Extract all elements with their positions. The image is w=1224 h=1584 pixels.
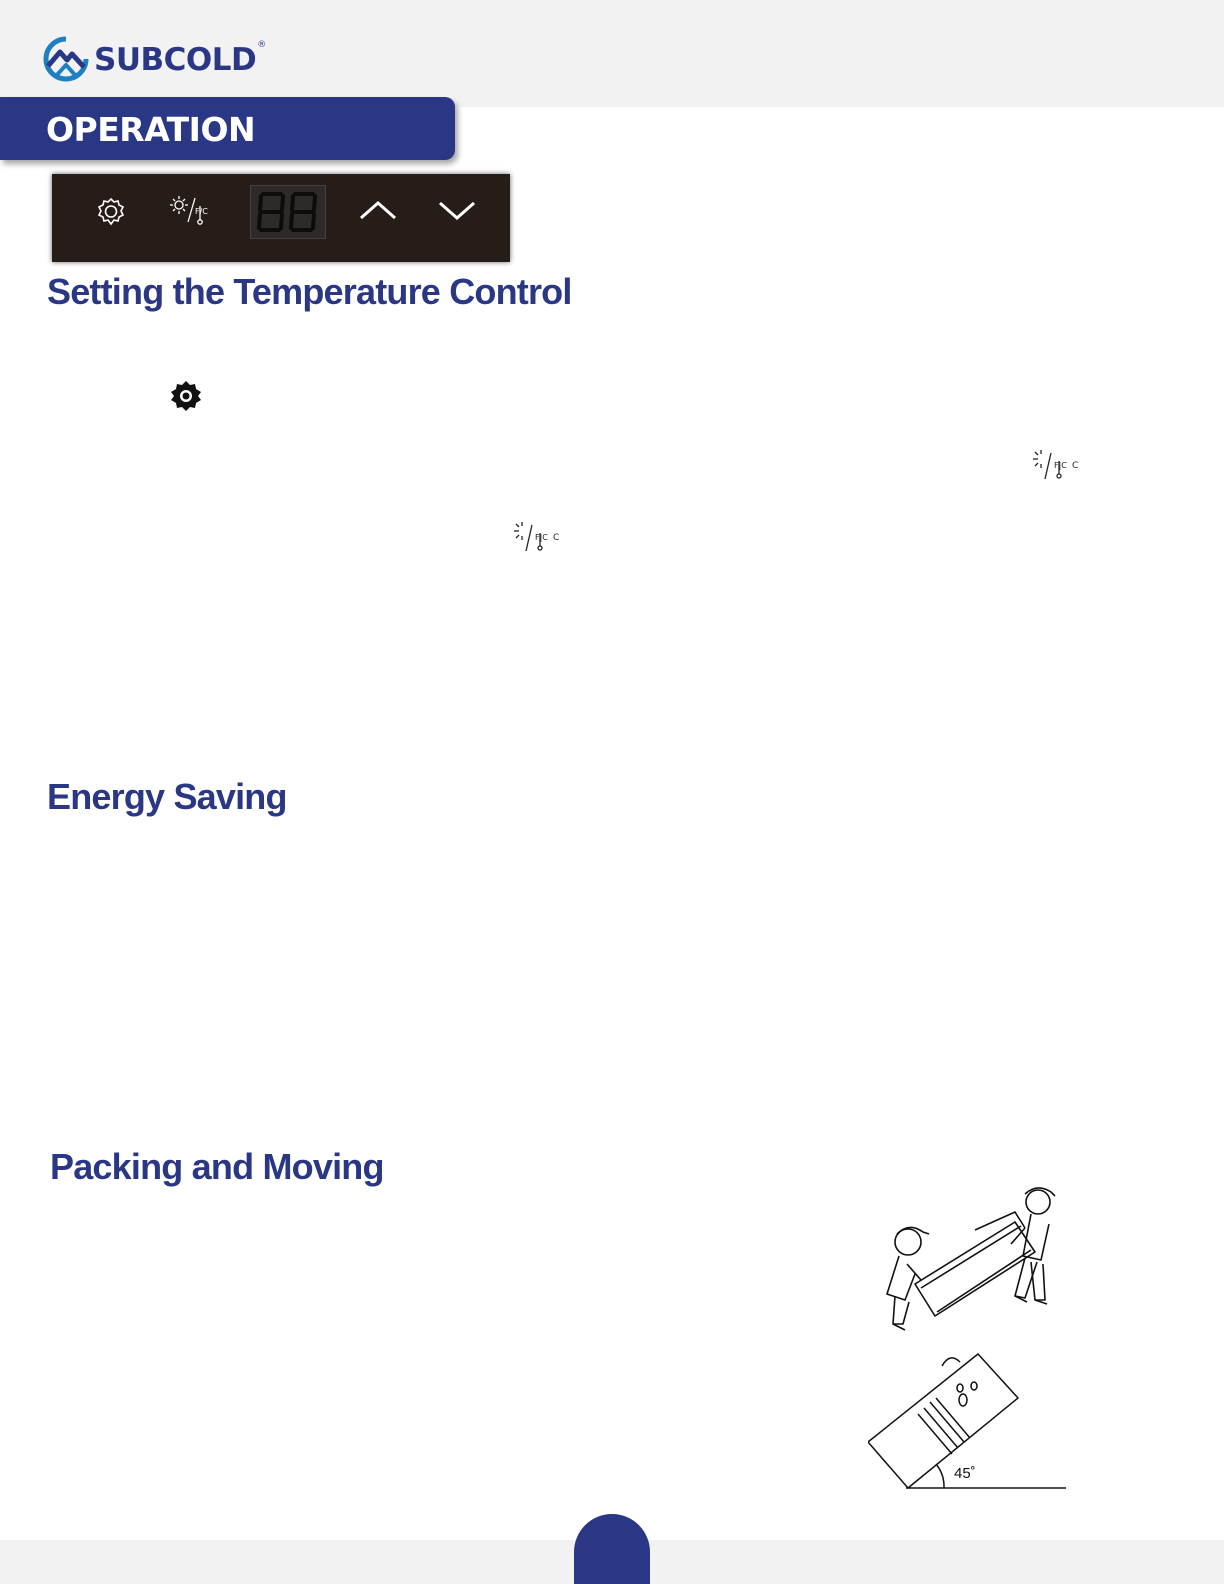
svg-text:F|C: F|C	[1054, 461, 1067, 470]
unit-text: F/C	[195, 207, 208, 216]
logo-mountain-icon	[42, 36, 90, 82]
svg-text:C: C	[1072, 461, 1079, 471]
heading-temperature: Setting the Temperature Control	[47, 271, 572, 312]
chevron-up-icon[interactable]	[358, 198, 398, 222]
light-temp-unit-icon[interactable]	[169, 194, 217, 228]
tilt-angle-illustration	[868, 1352, 1078, 1500]
gear-icon[interactable]	[95, 196, 127, 228]
light-temp-unit-icon	[1031, 449, 1085, 483]
heading-moving: Packing and Moving	[50, 1146, 384, 1187]
temperature-display	[250, 185, 326, 239]
registered-mark: ®	[257, 40, 267, 50]
svg-text:F|C: F|C	[535, 533, 548, 542]
svg-text:C: C	[553, 533, 560, 543]
section-banner	[0, 97, 455, 160]
control-panel	[52, 174, 510, 262]
brand-name: SUBCOLD	[94, 42, 257, 78]
brand-logo	[42, 36, 266, 82]
chevron-down-icon[interactable]	[437, 198, 477, 222]
seven-segment-digits	[251, 186, 325, 238]
carrying-illustration	[875, 1184, 1075, 1344]
gear-icon	[170, 380, 202, 412]
heading-energy: Energy Saving	[47, 776, 287, 817]
angle-label: 45˚	[954, 1465, 976, 1482]
section-title: OPERATION	[46, 110, 256, 149]
page-number-tab	[574, 1514, 650, 1584]
light-temp-unit-icon	[512, 521, 566, 555]
